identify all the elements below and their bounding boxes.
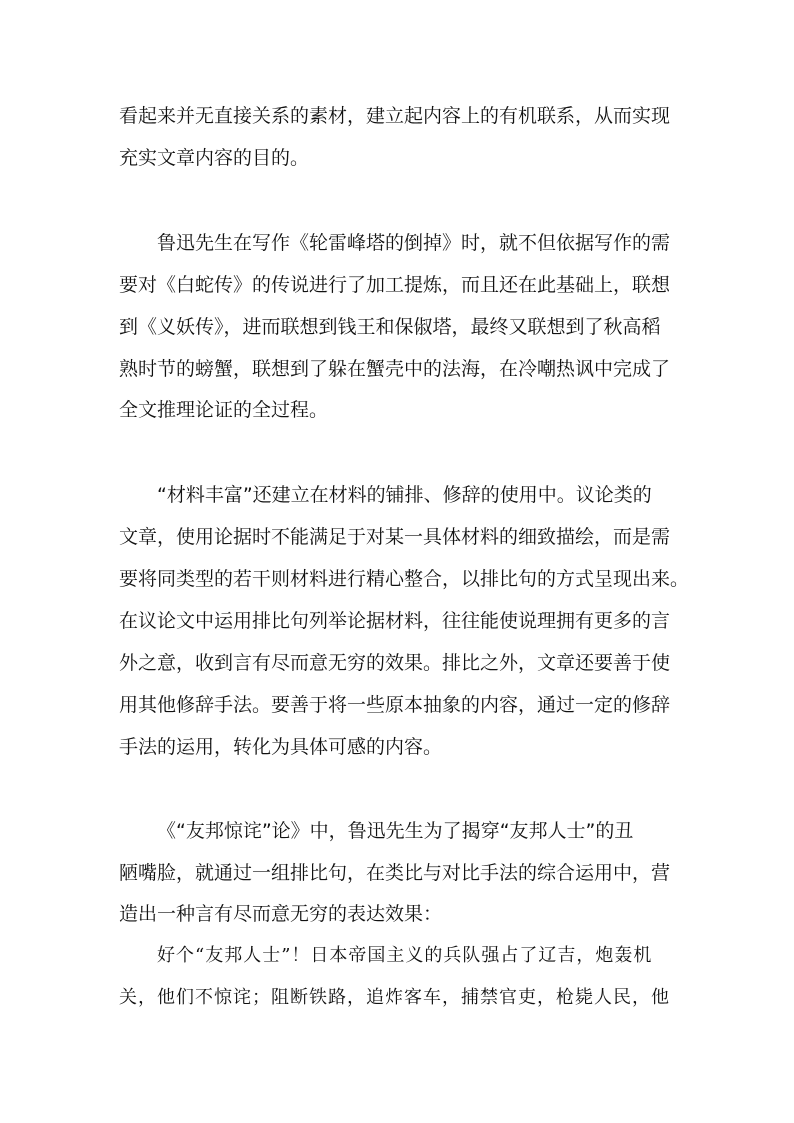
paragraph-line: 手法的运用，转化为具体可感的内容。 (119, 736, 443, 758)
paragraph-line: 熟时节的螃蟹，联想到了躲在蟹壳中的法海，在冷嘲热讽中完成了 (119, 358, 671, 380)
paragraph-line: 文章，使用论据时不能满足于对某一具体材料的细致描绘，而是需 (119, 526, 671, 548)
paragraph-line: 看起来并无直接关系的素材，建立起内容上的有机联系，从而实现 (119, 105, 671, 127)
paragraph-line: 要将同类型的若干则材料进行精心整合，以排比句的方式呈现出来。 (119, 568, 690, 590)
paragraph-line: 陋嘴脸，就通过一组排比句，在类比与对比手法的综合运用中，营 (119, 862, 671, 884)
paragraph-line: 在议论文中运用排比句列举论据材料，往往能使说理拥有更多的言 (119, 610, 671, 632)
quotation-line: 关，他们不惊诧；阻断铁路，追炸客车，捕禁官吏，枪毙人民，他 (119, 987, 670, 1008)
paragraph-line: “材料丰富”还建立在材料的铺排、修辞的使用中。议论类的 (157, 484, 652, 506)
paragraph-line: 鲁迅先生在写作《轮雷峰塔的倒掉》时，就不但依据写作的需 (157, 232, 671, 254)
paragraph-line: 充实文章内容的目的。 (119, 147, 310, 169)
paragraph-line: 到《义妖传》，进而联想到钱王和保俶塔，最终又联想到了秋高稻 (119, 316, 661, 338)
paragraph-line: 外之意，收到言有尽而意无穷的效果。排比之外，文章还要善于使 (119, 652, 671, 674)
paragraph-line: 全文推理论证的全过程。 (119, 399, 329, 421)
paragraph-line: 要对《白蛇传》的传说进行了加工提炼，而且还在此基础上，联想 (119, 274, 671, 296)
paragraph-line: 用其他修辞手法。要善于将一些原本抽象的内容，通过一定的修辞 (119, 694, 671, 716)
quotation-line: 好个“友邦人士”！日本帝国主义的兵队强占了辽吉，炮轰机 (157, 945, 653, 966)
paragraph-line: 造出一种言有尽而意无穷的表达效果： (119, 903, 443, 925)
paragraph-line: 《“友邦惊诧”论》中，鲁迅先生为了揭穿“友邦人士”的丑 (157, 820, 634, 842)
